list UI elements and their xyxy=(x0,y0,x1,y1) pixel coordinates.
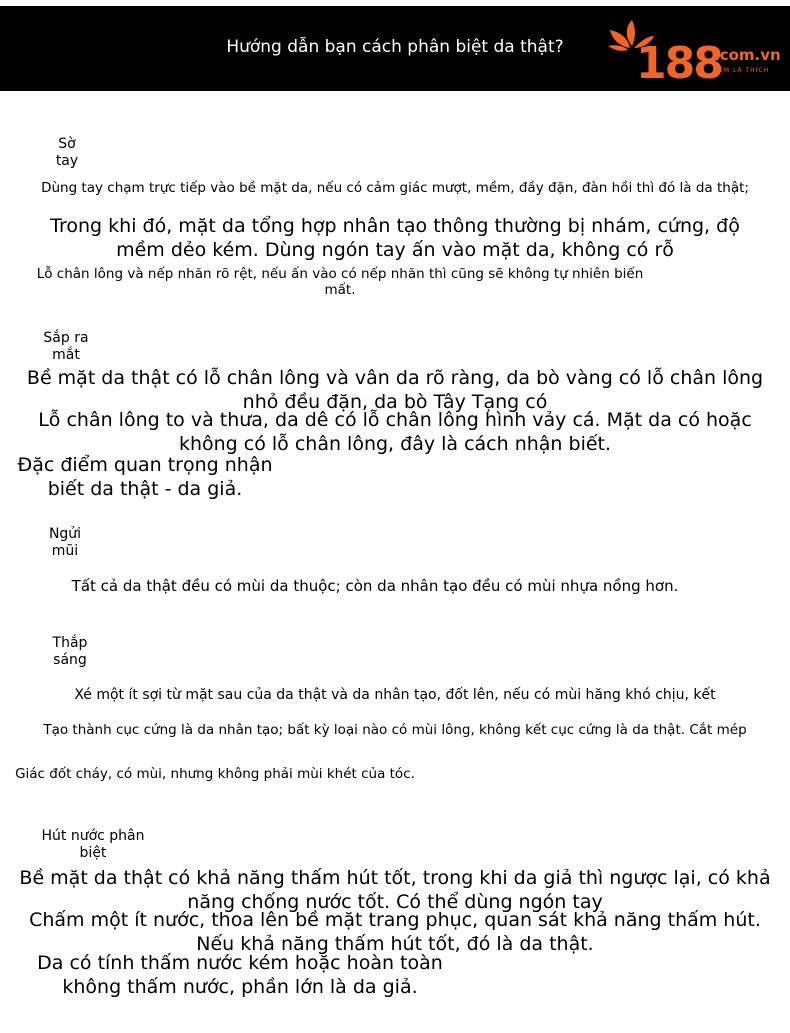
section-heading: Sờ tay xyxy=(55,136,79,169)
section-heading: Ngửi mũi xyxy=(48,526,82,559)
paragraph-line: Giác đốt cháy, có mùi, nhưng không phải mùi khét của tóc. xyxy=(15,766,415,782)
paragraph-line: Trong khi đó, mặt da tổng hợp nhân tạo thông thường bị nhám, cứng, độ mềm dẻo kém. Dùng ngón tay ấn vào mặt da, không có rỗ xyxy=(50,215,740,261)
paragraph-line: Đặc điểm quan trọng nhận biết da thật - da giả. xyxy=(17,454,273,500)
page-title: Hướng dẫn bạn cách phân biệt da thật? xyxy=(226,37,564,57)
section-heading: Thắp sáng xyxy=(52,635,88,668)
paragraph-line: Bề mặt da thật có khả năng thấm hút tốt, trong khi da giả thì ngược lại, có khả năng chống nước tốt. Có thể dùng ngón tay xyxy=(19,867,771,913)
brand-logo[interactable] xyxy=(606,16,786,89)
section-heading: Hút nước phân biệt xyxy=(41,828,145,861)
paragraph-line: Tạo thành cục cứng là da nhân tạo; bất kỳ loại nào có mùi lông, không kết cục cứng là da thật. Cắt mép xyxy=(43,722,747,738)
section-heading: Sắp ra mắt xyxy=(43,330,89,363)
paragraph-line: Xé một ít sợi từ mặt sau của da thật và da nhân tạo, đốt lên, nếu có mùi hăng khó chịu, kết xyxy=(74,687,716,703)
logo-tagline: XEM LÀ THÍCH xyxy=(714,67,770,74)
logo-domain: .com.vn xyxy=(714,46,781,64)
paragraph-line: Bề mặt da thật có lỗ chân lông và vân da rõ ràng, da bò vàng có lỗ chân lông nhỏ đều đặn, da bò Tây Tạng có xyxy=(26,367,764,413)
paragraph-line: Lỗ chân lông to và thưa, da dê có lỗ chân lông hình vảy cá. Mặt da có hoặc không có lỗ chân lông, đây là cách nhận biết. xyxy=(38,409,752,455)
paragraph-line: Da có tính thấm nước kém hoặc hoàn toàn không thấm nước, phần lớn là da giả. xyxy=(37,952,443,998)
paragraph-line: Tất cả da thật đều có mùi da thuộc; còn da nhân tạo đều có mùi nhựa nồng hơn. xyxy=(71,577,679,595)
paragraph-line: Chấm một ít nước, thoa lên bề mặt trang phục, quan sát khả năng thấm hút. Nếu khả năng thấm hút tốt, đó là da thật. xyxy=(29,909,761,955)
page-header xyxy=(0,6,790,91)
paragraph-line: Lỗ chân lông và nếp nhăn rõ rệt, nếu ấn vào có nếp nhăn thì cũng sẽ không tự nhiên biến mất. xyxy=(36,266,644,299)
logo-number: 188 xyxy=(636,38,722,89)
paragraph-line: Dùng tay chạm trực tiếp vào bề mặt da, nếu có cảm giác mượt, mềm, đầy đặn, đàn hồi thì đó là da thật; xyxy=(41,180,749,196)
